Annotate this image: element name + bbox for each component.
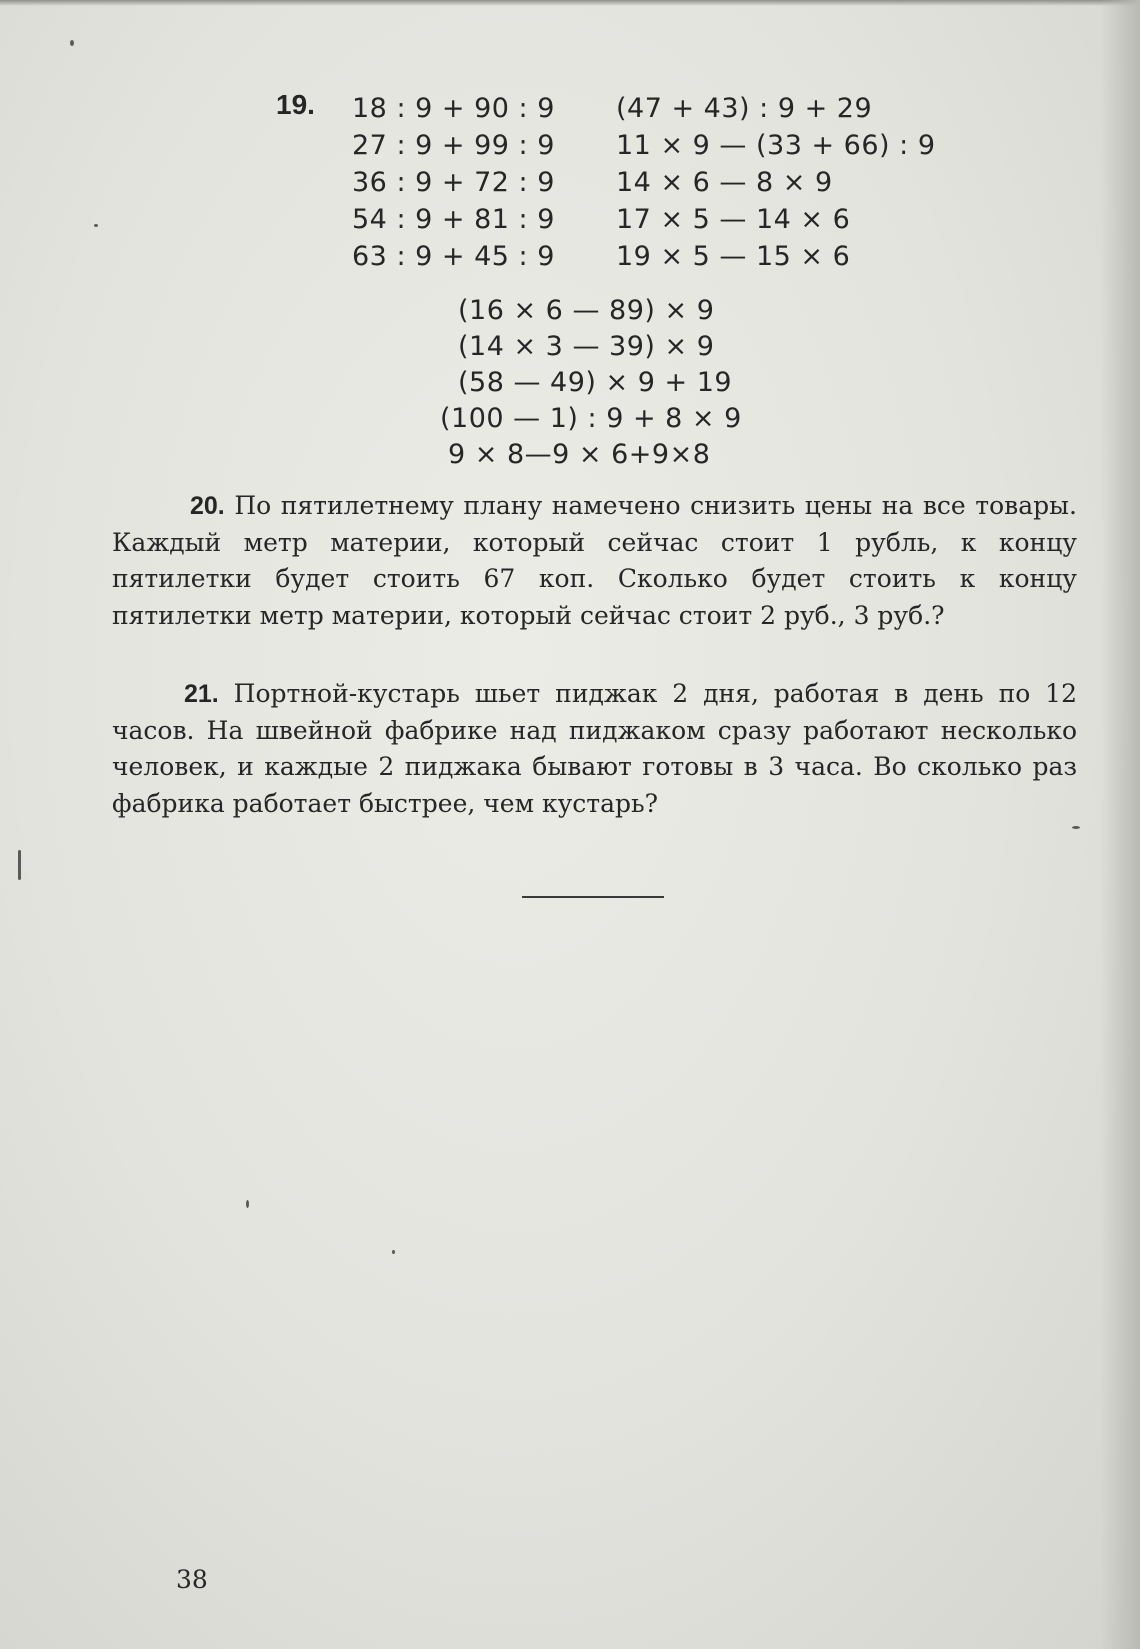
expression-19-b-4: 17 × 5 — 14 × 6 xyxy=(616,204,851,235)
scan-speck xyxy=(18,850,21,880)
expression-19-a-2: 27 : 9 + 99 : 9 xyxy=(352,130,555,161)
expression-19-a-5: 63 : 9 + 45 : 9 xyxy=(352,241,555,272)
problem-21-text: Портной-кустарь шьет пиджак 2 дня, работая в день по 12 часов. На швейной фабрике над пиджаком сразу работают несколько человек, и каждые 2 пиджака бывают готовы в 3 часа. Во сколько раз фабрика работает быстрее, чем кустарь? xyxy=(112,679,1077,818)
problem-20 xyxy=(112,488,1077,634)
expression-19-b-3: 14 × 6 — 8 × 9 xyxy=(616,167,833,198)
problem-19-number: 19. xyxy=(276,89,315,120)
expression-19-a-3: 36 : 9 + 72 : 9 xyxy=(352,167,555,198)
scan-speck xyxy=(392,1250,395,1254)
expression-19-a-1: 18 : 9 + 90 : 9 xyxy=(352,93,555,124)
scan-speck xyxy=(94,224,98,227)
scan-speck xyxy=(246,1200,249,1208)
scan-speck xyxy=(70,40,74,46)
problem-20-number: 20. xyxy=(190,492,225,520)
expression-19-b-2: 11 × 9 — (33 + 66) : 9 xyxy=(616,130,936,161)
expression-19-c-3: (58 — 49) × 9 + 19 xyxy=(458,367,733,398)
expression-19-a-4: 54 : 9 + 81 : 9 xyxy=(352,204,555,235)
page-number: 38 xyxy=(176,1565,208,1594)
expression-19-c-2: (14 × 3 — 39) × 9 xyxy=(458,331,715,362)
expression-19-c-4: (100 — 1) : 9 + 8 × 9 xyxy=(440,403,742,434)
problem-21-number: 21. xyxy=(184,680,219,708)
problem-20-text: По пятилетнему плану намечено снизить цены на все товары. Каждый метр материи, который сейчас стоит 1 рубль, к концу пятилетки будет стоить 67 коп. Сколько будет стоить к концу пятилетки метр материи, который сейчас стоит 2 руб., 3 руб.? xyxy=(112,491,1077,630)
expression-19-b-5: 19 × 5 — 15 × 6 xyxy=(616,241,851,272)
section-divider xyxy=(522,896,664,898)
problem-21 xyxy=(112,676,1077,822)
scan-speck xyxy=(1072,826,1080,829)
expression-19-b-1: (47 + 43) : 9 + 29 xyxy=(616,93,873,124)
expression-19-c-5: 9 × 8—9 × 6+9×8 xyxy=(448,439,711,470)
expression-19-c-1: (16 × 6 — 89) × 9 xyxy=(458,295,715,326)
